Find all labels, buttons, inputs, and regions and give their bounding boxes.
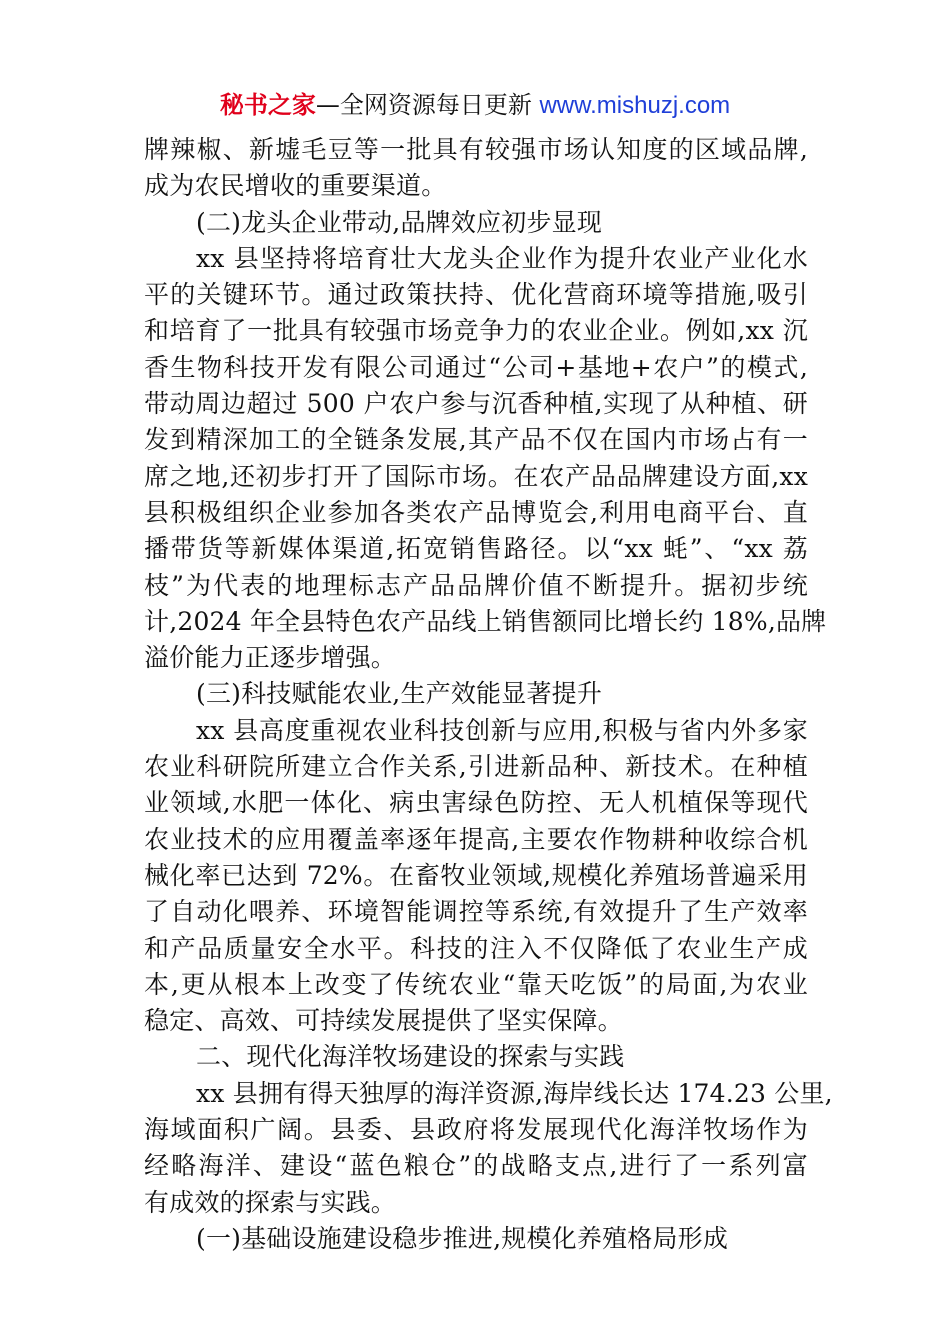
paragraph-start-line: xx 县高度重视农业科技创新与应用,积极与省内外多家 [196,715,808,745]
text-line: 席之地,还初步打开了国际市场。在农产品品牌建设方面,xx [144,461,808,491]
text-line: 有成效的探索与实践。 [144,1187,397,1217]
text-line: 业领域,水肥一体化、病虫害绿色防控、无人机植保等现代 [144,788,808,818]
text-line: 了自动化喂养、环境智能调控等系统,有效提升了生产效率 [144,897,808,927]
text-line: 发到精深加工的全链条发展,其产品不仅在国内市场占有一 [144,425,808,455]
text-line: 械化率已达到 72%。在畜牧业领域,规模化养殖场普遍采用 [144,860,808,890]
text-line: 枝”为代表的地理标志产品品牌价值不断提升。据初步统 [144,570,808,600]
text-line: 和产品质量安全水平。科技的注入不仅降低了农业生产成 [144,933,808,963]
text-line: 海域面积广阔。县委、县政府将发展现代化海洋牧场作为 [144,1115,808,1145]
page-header [0,88,950,123]
text-line: 带动周边超过 500 户农户参与沉香种植,实现了从种植、研 [144,389,808,419]
text-line: 农业技术的应用覆盖率逐年提高,主要农作物耕种收综合机 [144,824,808,854]
header-url-link[interactable]: www.mishuzj.com [539,92,731,119]
text-line: 牌辣椒、新墟毛豆等一批具有较强市场认知度的区域品牌, [144,135,808,164]
paragraph-start-line: (三)科技赋能农业,生产效能显著提升 [196,679,603,709]
text-line: 稳定、高效、可持续发展提供了坚实保障。 [144,1006,623,1036]
text-line: 计,2024 年全县特色农产品线上销售额同比增长约 18%,品牌 [144,606,827,636]
text-line: 播带货等新媒体渠道,拓宽销售路径。以“xx 蚝”、“xx 荔 [144,534,808,564]
paragraph-start-line: (一)基础设施建设稳步推进,规模化养殖格局形成 [196,1223,729,1253]
paragraph-start-line: xx 县拥有得天独厚的海洋资源,海岸线长达 174.23 公里, [196,1078,833,1108]
text-line: 和培育了一批具有较强市场竞争力的农业企业。例如,xx 沉 [144,316,808,346]
text-line: 溢价能力正逐步增强。 [144,643,397,673]
text-line: 本,更从根本上改变了传统农业“靠天吃饭”的局面,为农业 [144,969,808,999]
text-line: 平的关键环节。通过政策扶持、优化营商环境等措施,吸引 [144,280,808,310]
paragraph-start-line: (二)龙头企业带动,品牌效应初步显现 [196,207,603,237]
header-tagline: —全网资源每日更新 [315,91,540,119]
text-line: 香生物科技开发有限公司通过“公司+基地+农户”的模式, [144,352,808,382]
text-line: 县积极组织企业参加各类农产品博览会,利用电商平台、直 [144,497,808,527]
document-body [144,132,833,1257]
text-line: 经略海洋、建设“蓝色粮仓”的战略支点,进行了一系列富 [144,1151,808,1181]
text-line: 农业科研院所建立合作关系,引进新品种、新技术。在种植 [144,752,808,782]
text-line: 成为农民增收的重要渠道。 [144,171,447,201]
paragraph-start-line: 二、现代化海洋牧场建设的探索与实践 [196,1042,625,1072]
header-brand: 秘书之家 [219,91,316,119]
paragraph-start-line: xx 县坚持将培育壮大龙头企业作为提升农业产业化水 [196,243,808,273]
